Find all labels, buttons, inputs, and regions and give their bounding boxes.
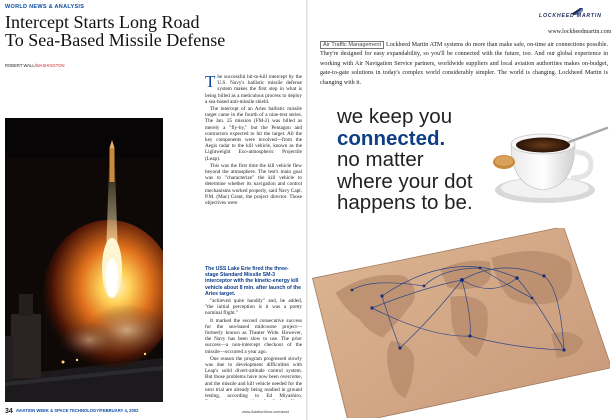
article-paragraph: It marked the second consecutive success for the sea-based midcourse project—formerly known as Theater Wide. However, the Navy has been slow to use. The prior success—a non-intercept checkout of the missile—occurred a year ago.: [205, 317, 302, 355]
headline-line-1: Intercept Starts Long Road: [5, 12, 200, 32]
dropcap: T: [205, 74, 216, 91]
byline-location: WASHINGTON: [35, 63, 65, 68]
article-paragraph: The intercept of an Aries ballistic missile target came in the fourth of a nine-test series. The Jan. 25 mission (FM-2) was billed as merely a "fly-by," but the Pentagon and contractors expected to hit the target. All the key components were involved—from the Aegis radar to the kill vehicle, known as the Lightweight Exo-atmospheric Projectile (Leap).: [205, 106, 302, 162]
photo-caption: The USS Lake Erie fired the three-stage Standard Missile SM-3 interceptor with the kinetic-energy kill vehicle about 8 min. after launch of the Aries target.: [205, 266, 301, 297]
brand-url[interactable]: www.lockheedmartin.com: [548, 29, 612, 35]
missile-launch-photo: [5, 118, 163, 402]
headline: [5, 13, 305, 49]
tagline-line: we keep you: [337, 105, 453, 128]
article-paragraph: he successful hit-to-kill intercept by the U.S. Navy's ballistic missile defense system makes the first step in what is being billed as a meticulous process to deploy a sea-based anti-missile shield.: [205, 74, 302, 105]
article-paragraph: "achieved quite handily" and, he added, "the initial perception is it was a pretty nominal flight.": [205, 298, 302, 317]
page-footer: [5, 408, 138, 415]
brand-name: LOCKHEED MARTIN: [539, 13, 602, 19]
byline: [5, 63, 65, 68]
article-paragraph: One reason the program progressed slowly was due to development difficulties with Leap's solid divert-attitude control system. But those problems have now been overcome, and the missile and kill vehicle needed for the next trial are already being readied in ground testing, according to Ed Miyashiro,: [205, 355, 302, 400]
tagline-line: where your dot: [337, 169, 473, 193]
article-paragraph: This was the first time the kill vehicle flew beyond the atmosphere. The test's main goal was to "characterize" the kill vehicle to determine whether its navigation and control mechanisms worked properly, said Navy Capt. P.M. (Mac) Grant, the project director. Those objectives were: [205, 162, 302, 207]
ad-body-copy: [320, 41, 608, 88]
website-footer: www.AviationNow.com/awst: [242, 410, 289, 414]
coffee-mug-illustration: [493, 120, 610, 215]
page-number: 34: [5, 408, 13, 415]
article-column-1: [205, 74, 302, 262]
atm-label: Air Traffic Management: [320, 41, 384, 49]
section-label: WORLD NEWS & ANALYSIS: [5, 4, 85, 10]
tagline-line: happens to be.: [337, 191, 473, 214]
magazine-name: AVIATION WEEK & SPACE TECHNOLOGY/FEBRUARY 4, 2002: [15, 408, 139, 413]
world-map-illustration: [312, 228, 610, 418]
headline-line-2: To Sea-Based Missile Defense: [5, 30, 226, 50]
missile-launch-illustration: [5, 118, 163, 402]
byline-author: ROBERT WALL/: [5, 63, 36, 68]
article-column-2: [205, 298, 302, 400]
tagline-line: connected.: [337, 126, 446, 150]
advertisement-page: [308, 0, 614, 420]
ad-body-text: Lockheed Martin ATM systems do more than make safe, on-time air connections possible. They're designed for easy expandability, so you'll be connected with the future, too. And our global experience in working with Air Navigation Service partners, worldwide suppliers and local aviation authorities makes on-budget, gate-to-gate solutions in today's complex world considerably simpler. The world is changing. Lockheed Martin is changing with it.: [320, 42, 608, 86]
tagline-line: no matter: [337, 148, 424, 171]
